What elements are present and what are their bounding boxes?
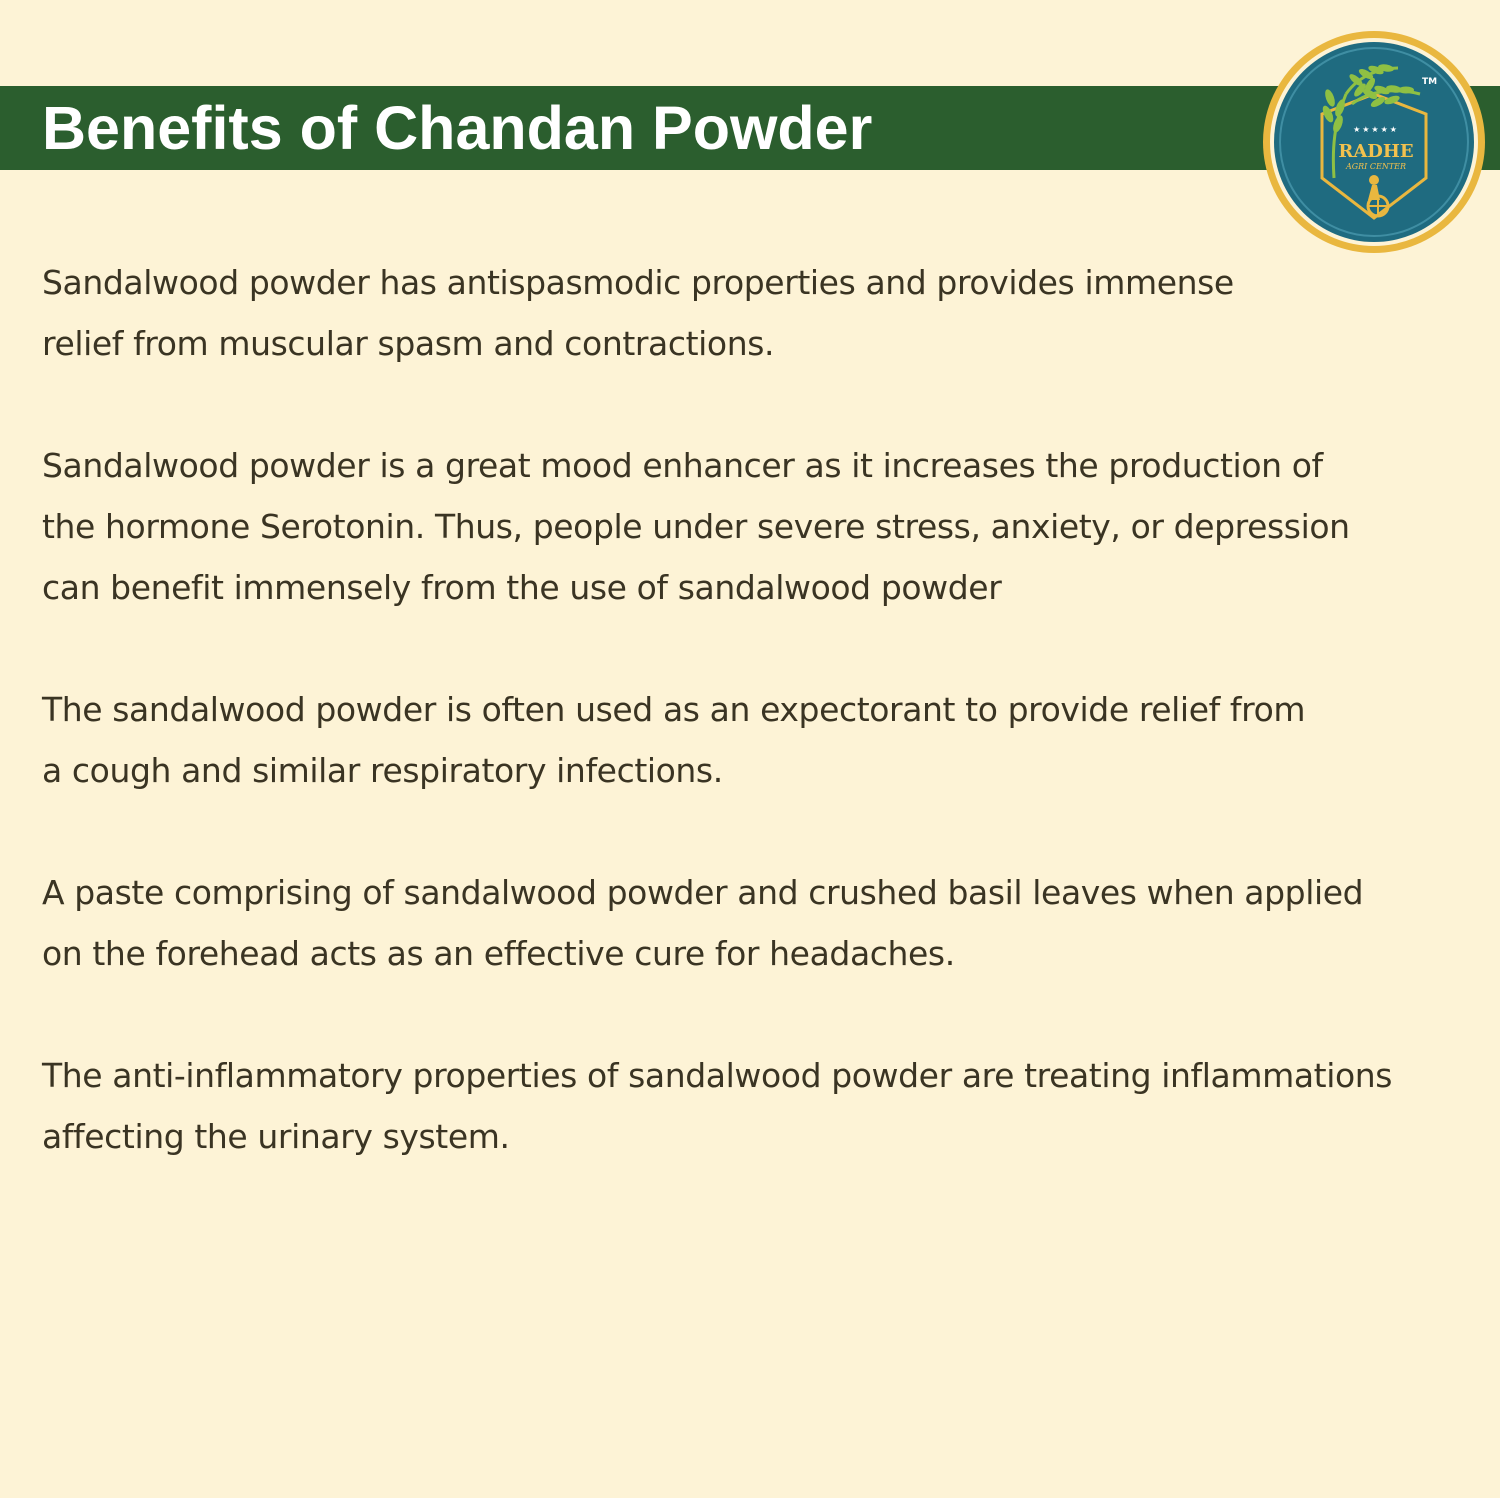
benefit-paragraph	[42, 1045, 1462, 1167]
paragraph-line: The anti-inflammatory properties of sandalwood powder are treating inflammations	[42, 1056, 1393, 1095]
brand-logo	[1260, 28, 1488, 256]
paragraph-line: Sandalwood powder has antispasmodic properties and provides immense	[42, 263, 1234, 302]
benefit-paragraph	[42, 252, 1462, 374]
paragraph-line: relief from muscular spasm and contractions.	[42, 324, 775, 363]
logo-brand-text: RADHE	[1338, 141, 1414, 162]
paragraph-line: A paste comprising of sandalwood powder and crushed basil leaves when applied	[42, 873, 1364, 912]
paragraph-line: affecting the urinary system.	[42, 1117, 510, 1156]
paragraph-line: the hormone Serotonin. Thus, people under severe stress, anxiety, or depression	[42, 507, 1350, 546]
paragraph-line: The sandalwood powder is often used as an expectorant to provide relief from	[42, 690, 1306, 729]
page-title: Benefits of Chandan Powder	[42, 94, 873, 162]
paragraph-line: Sandalwood powder is a great mood enhancer as it increases the production of	[42, 446, 1323, 485]
wheat-farmer-emblem-icon	[1260, 28, 1488, 256]
benefit-paragraph	[42, 679, 1462, 801]
benefits-list	[42, 252, 1462, 1228]
paragraph-line: can benefit immensely from the use of sandalwood powder	[42, 568, 1002, 607]
logo-tagline-text: AGRI CENTER	[1345, 162, 1407, 171]
logo-stars: ★★★★★	[1353, 125, 1399, 134]
paragraph-line: a cough and similar respiratory infections.	[42, 751, 723, 790]
paragraph-line: on the forehead acts as an effective cure for headaches.	[42, 934, 955, 973]
benefit-paragraph	[42, 862, 1462, 984]
logo-trademark: TM	[1422, 77, 1438, 87]
benefit-paragraph	[42, 435, 1462, 618]
